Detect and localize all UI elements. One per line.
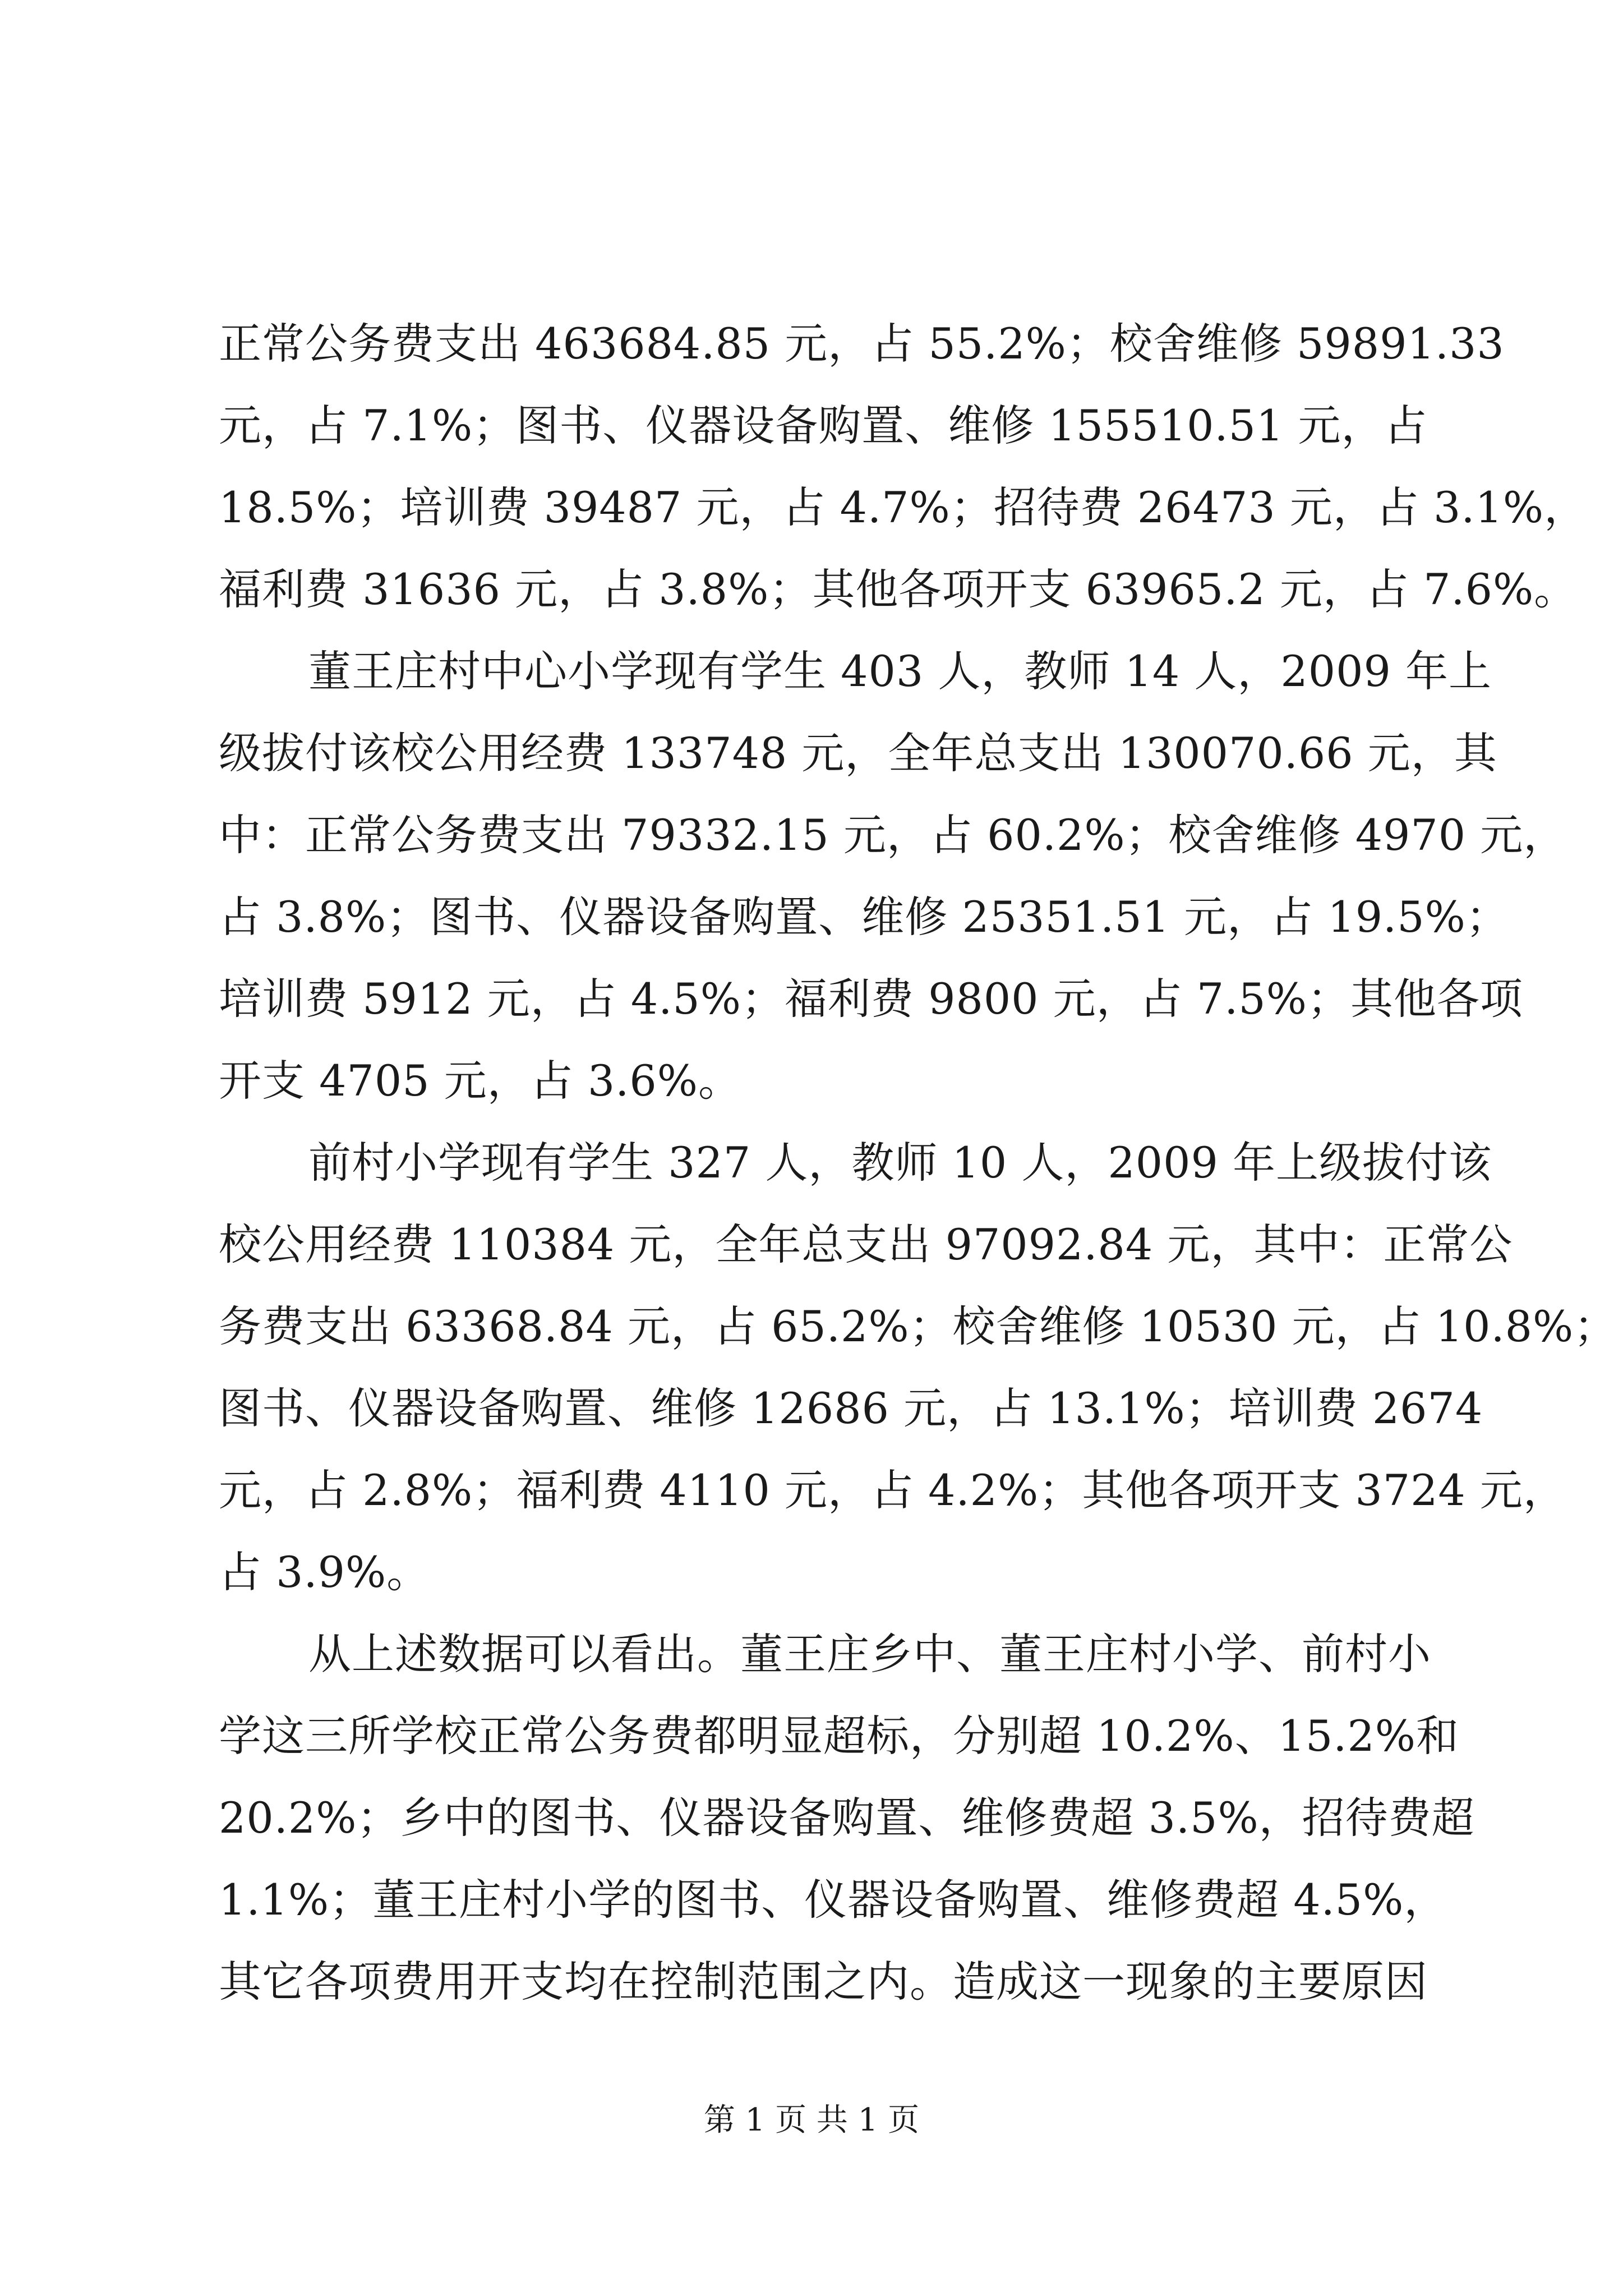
- text-line: 图书、仪器设备购置、维修 12686 元，占 13.1%；培训费 2674: [219, 1383, 1483, 1433]
- text-line: 20.2%；乡中的图书、仪器设备购置、维修费超 3.5%，招待费超: [219, 1793, 1475, 1843]
- text-line: 学这三所学校正常公务费都明显超标，分别超 10.2%、15.2%和: [219, 1711, 1460, 1761]
- text-line: 占 3.9%。: [219, 1547, 430, 1597]
- text-line: 从上述数据可以看出。董王庄乡中、董王庄村小学、前村小: [308, 1629, 1431, 1679]
- page-footer: 第 1 页 共 1 页: [703, 2102, 920, 2138]
- text-line: 务费支出 63368.84 元，占 65.2%；校舍维修 10530 元，占 10.8%；: [219, 1301, 1617, 1351]
- text-line: 18.5%；培训费 39487 元，占 4.7%；招待费 26473 元，占 3.1%，: [219, 482, 1588, 532]
- text-line: 级拔付该校公用经费 133748 元，全年总支出 130070.66 元，其: [219, 728, 1497, 778]
- text-line: 元，占 7.1%；图书、仪器设备购置、维修 155510.51 元，占: [219, 401, 1428, 450]
- text-line: 培训费 5912 元，占 4.5%；福利费 9800 元，占 7.5%；其他各项: [219, 974, 1523, 1024]
- document-body: [219, 303, 1617, 2023]
- text-line: 元，占 2.8%；福利费 4110 元，占 4.2%；其他各项开支 3724 元，: [219, 1465, 1566, 1515]
- text-line: 正常公务费支出 463684.85 元，占 55.2%；校舍维修 59891.33: [219, 319, 1505, 369]
- text-line: 其它各项费用开支均在控制范围之内。造成这一现象的主要原因: [219, 1957, 1428, 2007]
- text-line: 占 3.8%；图书、仪器设备购置、维修 25351.51 元，占 19.5%；: [219, 892, 1509, 942]
- text-line: 校公用经费 110384 元，全年总支出 97092.84 元，其中：正常公: [219, 1220, 1513, 1269]
- text-line: 福利费 31636 元，占 3.8%；其他各项开支 63965.2 元，占 7.6%。: [219, 564, 1578, 614]
- text-line: 前村小学现有学生 327 人，教师 10 人，2009 年上级拔付该: [308, 1138, 1492, 1188]
- text-line: 董王庄村中心小学现有学生 403 人，教师 14 人，2009 年上: [308, 646, 1492, 696]
- text-line: 开支 4705 元，占 3.6%。: [219, 1056, 741, 1106]
- text-line: 1.1%；董王庄村小学的图书、仪器设备购置、维修费超 4.5%，: [219, 1875, 1447, 1925]
- text-line: 中：正常公务费支出 79332.15 元，占 60.2%；校舍维修 4970 元，: [219, 810, 1567, 860]
